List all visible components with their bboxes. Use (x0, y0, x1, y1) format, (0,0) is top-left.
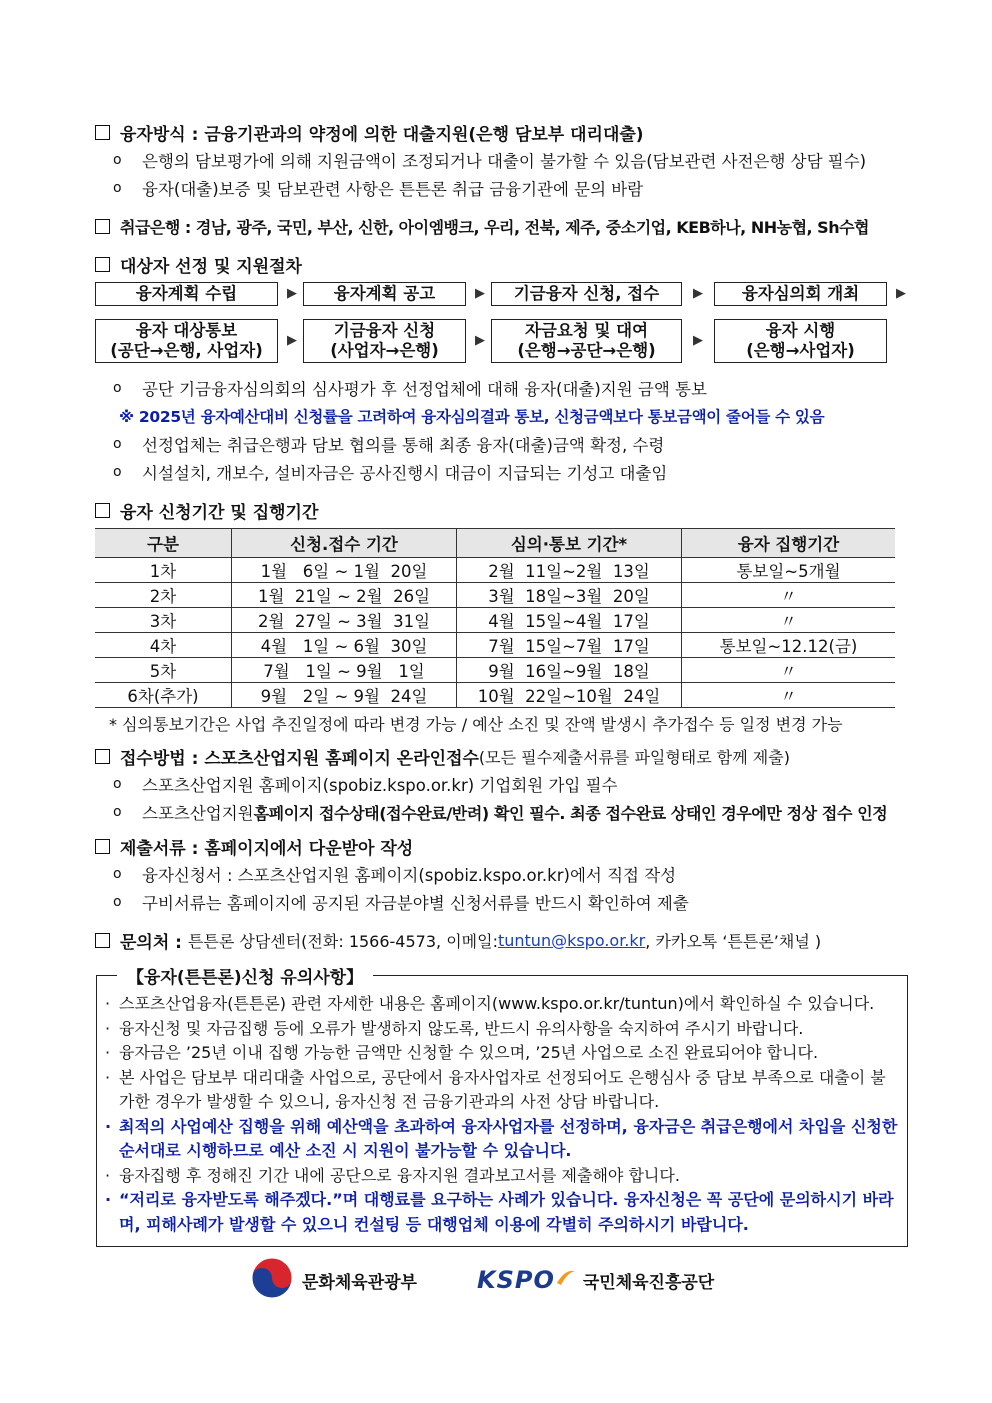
checkbox-mark (95, 219, 110, 234)
arrow-right-icon: ▶ (896, 286, 906, 301)
notice-note: ※ 2025년 융자예산대비 신청률을 고려하여 융자심의결과 통보, 신청금액보다 통보금액이 줄어들 수 있음 (119, 408, 825, 426)
table-cell: 9월 16일~9월 18일 (457, 658, 682, 683)
checkbox-mark (95, 933, 110, 948)
caution-item-text: “저리로 융자받도록 해주겠다.”며 대행료를 요구하는 사례가 있습니다. 융자신청은 꼭 공단에 문의하시기 바라며, 피해사례가 발생할 수 있으니 컨설팅 등 대행업체 이용에 각별히 주의하시기 바랍니다. (119, 1190, 894, 1234)
kspo-swoosh-icon (555, 1267, 577, 1293)
arrow-right-icon: ▶ (693, 333, 703, 348)
caution-item: · 융자신청 및 자금집행 등에 오류가 발생하지 않도록, 반드시 유의사항을 숙지하여 주시기 바랍니다. (105, 1017, 900, 1042)
table-row (95, 558, 895, 583)
section-selection-title: 대상자 선정 및 지원절차 (95, 250, 910, 278)
table-cell: 통보일~5개월 (682, 558, 896, 583)
footer-logos (250, 1260, 714, 1300)
caution-item-text: 본 사업은 담보부 대리대출 사업으로, 공단에서 융자사업자로 선정되어도 은행심사 중 담보 부족으로 대출이 불가한 경우가 발생할 수 있으니, 융자신청 전 금융기관과의 사전 상담 바랍니다. (119, 1067, 886, 1111)
caution-item: · 스포츠산업융자(튼튼론) 관련 자세한 내용은 홈페이지(www.kspo.or.kr/tuntun)에서 확인하실 수 있습니다. (105, 992, 900, 1017)
mcst-emblem-icon (250, 1256, 294, 1304)
section-banks-title: 취급은행 : 경남, 광주, 국민, 부산, 신한, 아이엠뱅크, 우리, 전북, 제주, 중소기업, KEB하나, NH농협, Sh수협 (95, 212, 910, 240)
section-period-title: 융자 신청기간 및 집행기간 (95, 496, 910, 524)
checkbox-mark (95, 503, 110, 518)
table-cell: 2차 (95, 583, 232, 608)
table-cell: 10월 22일~10월 24일 (457, 683, 682, 708)
flow-step: 융자심의회 개최 (714, 282, 887, 306)
table-row (95, 683, 895, 708)
list-item: o 선정업체는 취급은행과 담보 협의를 통해 최종 융자(대출)금액 확정, 수령 (113, 436, 665, 455)
caution-box (96, 968, 908, 1247)
kspo-logo: KSPO (476, 1266, 555, 1294)
caution-list (105, 992, 900, 1237)
flow-step: 융자계획 수립 (95, 282, 278, 306)
caution-title: 【융자(튼튼론)신청 유의사항】 (117, 963, 373, 988)
caution-item: · “저리로 융자받도록 해주겠다.”며 대행료를 요구하는 사례가 있습니다. 융자신청은 꼭 공단에 문의하시기 바라며, 피해사례가 발생할 수 있으니 컨설팅 등 대행업체 이용에 각별히 주의하시기 바랍니다. (105, 1188, 900, 1237)
checkbox-mark (95, 839, 110, 854)
caution-item-text: 융자집행 후 정해진 기간 내에 공단으로 융자지원 결과보고서를 제출해야 합니다. (119, 1165, 680, 1185)
table-cell: 9월 2일 ~ 9월 24일 (232, 683, 457, 708)
table-cell: 3차 (95, 608, 232, 633)
list-item: o 공단 기금융자심의회의 심사평가 후 선정업체에 대해 융자(대출)지원 금액 통보 (113, 380, 707, 399)
table-cell: 〃 (682, 683, 896, 708)
flow-step: 융자계획 공고 (303, 282, 466, 306)
footnote: * 심의통보기간은 사업 추진일정에 따라 변경 가능 / 예산 소진 및 잔액 발생시 추가접수 등 일정 변경 가능 (109, 714, 843, 734)
table-cell: 2월 11일~2월 13일 (457, 558, 682, 583)
checkbox-mark (95, 257, 110, 272)
caution-item-text: 스포츠산업융자(튼튼론) 관련 자세한 내용은 홈페이지(www.kspo.or.kr/tuntun)에서 확인하실 수 있습니다. (119, 994, 875, 1013)
table-row (95, 608, 895, 633)
caution-item: · 본 사업은 담보부 대리대출 사업으로, 공단에서 융자사업자로 선정되어도 은행심사 중 담보 부족으로 대출이 불가한 경우가 발생할 수 있으니, 융자신청 전 금융기관과의 사전 상담 바랍니다. (105, 1066, 900, 1115)
table-cell: 통보일~12.12(금) (682, 633, 896, 658)
section-documents-title: 제출서류 : 홈페이지에서 다운받아 작성 (95, 832, 910, 860)
list-item: o 스포츠산업지원 홈페이지(spobiz.kspo.or.kr) 기업회원 가입 필수 (113, 776, 618, 795)
table-cell: 4월 15일~4월 17일 (457, 608, 682, 633)
section-method-title: 융자방식 : 금융기관과의 약정에 의한 대출지원(은행 담보부 대리대출) (95, 118, 910, 146)
table-cell: 〃 (682, 583, 896, 608)
table-cell: 〃 (682, 658, 896, 683)
flow-step: 융자 대상통보 (공단→은행, 사업자) (95, 319, 278, 363)
list-item: o 구비서류는 홈페이지에 공지된 자금분야별 신청서류를 반드시 확인하여 제출 (113, 894, 689, 913)
flow-step: 기금융자 신청, 접수 (491, 282, 682, 306)
arrow-right-icon: ▶ (693, 286, 703, 301)
caution-item-text: 최적의 사업예산 집행을 위해 예산액을 초과하여 융자사업자를 선정하며, 융자금은 취급은행에서 차입을 신청한 순서대로 시행하므로 예산 소진 시 지원이 불가능할 수 있습니다. (119, 1116, 898, 1160)
table-cell: 1월 6일 ~ 1월 20일 (232, 558, 457, 583)
contact-email-link[interactable]: tuntun@kspo.or.kr (497, 930, 646, 950)
table-cell: 3월 18일~3월 20일 (457, 583, 682, 608)
procedure-flow (95, 282, 910, 374)
caution-item-text: 융자금은 ’25년 이내 집행 가능한 금액만 신청할 수 있으며, ’25년 사업으로 소진 완료되어야 합니다. (119, 1043, 819, 1062)
table-cell: 7월 15일~7월 17일 (457, 633, 682, 658)
checkbox-mark (95, 125, 110, 140)
table-cell: 4월 1일 ~ 6월 30일 (232, 633, 457, 658)
section-reception-title: 접수방법 : 스포츠산업지원 홈페이지 온라인접수 (모든 필수제출서류를 파일형태로 함께 제출) (95, 742, 910, 770)
table-cell: 1차 (95, 558, 232, 583)
kspo-name: 국민체육진흥공단 (582, 1272, 715, 1293)
table-header-row: 구분 신청.접수 기간 심의·통보 기간* 융자 집행기간 (95, 529, 895, 558)
table-cell: 6차(추가) (95, 683, 232, 708)
list-item: o 융자(대출)보증 및 담보관련 사항은 튼튼론 취급 금융기관에 문의 바람 (113, 180, 644, 199)
table-cell: 4차 (95, 633, 232, 658)
list-item: o 스포츠산업지원 홈페이지 접수상태(접수완료/반려) 확인 필수. 최종 접수완료 상태인 경우에만 정상 접수 인정 (113, 803, 888, 823)
caution-item: · 융자금은 ’25년 이내 집행 가능한 금액만 신청할 수 있으며, ’25년 사업으로 소진 완료되어야 합니다. (105, 1041, 900, 1066)
arrow-right-icon: ▶ (475, 286, 485, 301)
caution-item-text: 융자신청 및 자금집행 등에 오류가 발생하지 않도록, 반드시 유의사항을 숙지하여 주시기 바랍니다. (119, 1018, 804, 1038)
table-cell: 5차 (95, 658, 232, 683)
table-cell: 1월 21일 ~ 2월 26일 (232, 583, 457, 608)
arrow-right-icon: ▶ (287, 286, 297, 301)
table-row (95, 633, 895, 658)
flow-step: 기금융자 신청 (사업자→은행) (303, 319, 466, 363)
schedule-table (95, 528, 895, 708)
table-row (95, 658, 895, 683)
list-item: o 은행의 담보평가에 의해 지원금액이 조정되거나 대출이 불가할 수 있음(담보관련 사전은행 상담 필수) (113, 152, 867, 171)
flow-step: 자금요청 및 대여 (은행→공단→은행) (491, 319, 682, 363)
arrow-right-icon: ▶ (475, 333, 485, 348)
table-row (95, 583, 895, 608)
table-cell: 7월 1일 ~ 9월 1일 (232, 658, 457, 683)
caution-item: · 융자집행 후 정해진 기간 내에 공단으로 융자지원 결과보고서를 제출해야 합니다. (105, 1164, 900, 1189)
caution-item: · 최적의 사업예산 집행을 위해 예산액을 초과하여 융자사업자를 선정하며, 융자금은 취급은행에서 차입을 신청한 순서대로 시행하므로 예산 소진 시 지원이 불가능할 수 있습니다. (105, 1115, 900, 1164)
list-item: o 시설설치, 개보수, 설비자금은 공사진행시 대금이 지급되는 기성고 대출임 (113, 464, 668, 483)
section-contact: 문의처 : 튼튼론 상담센터(전화: 1566-4573, 이메일: tuntun@kspo.or.kr , 카카오톡 ‘튼튼론’채널 ) (95, 926, 910, 954)
checkbox-mark (95, 749, 110, 764)
mcst-name: 문화체육관광부 (302, 1272, 417, 1293)
flow-step: 융자 시행 (은행→사업자) (714, 319, 887, 363)
list-item: o 융자신청서 : 스포츠산업지원 홈페이지(spobiz.kspo.or.kr)에서 직접 작성 (113, 866, 677, 885)
arrow-right-icon: ▶ (287, 333, 297, 348)
table-cell: 〃 (682, 608, 896, 633)
document-page (95, 112, 910, 954)
table-cell: 2월 27일 ~ 3월 31일 (232, 608, 457, 633)
